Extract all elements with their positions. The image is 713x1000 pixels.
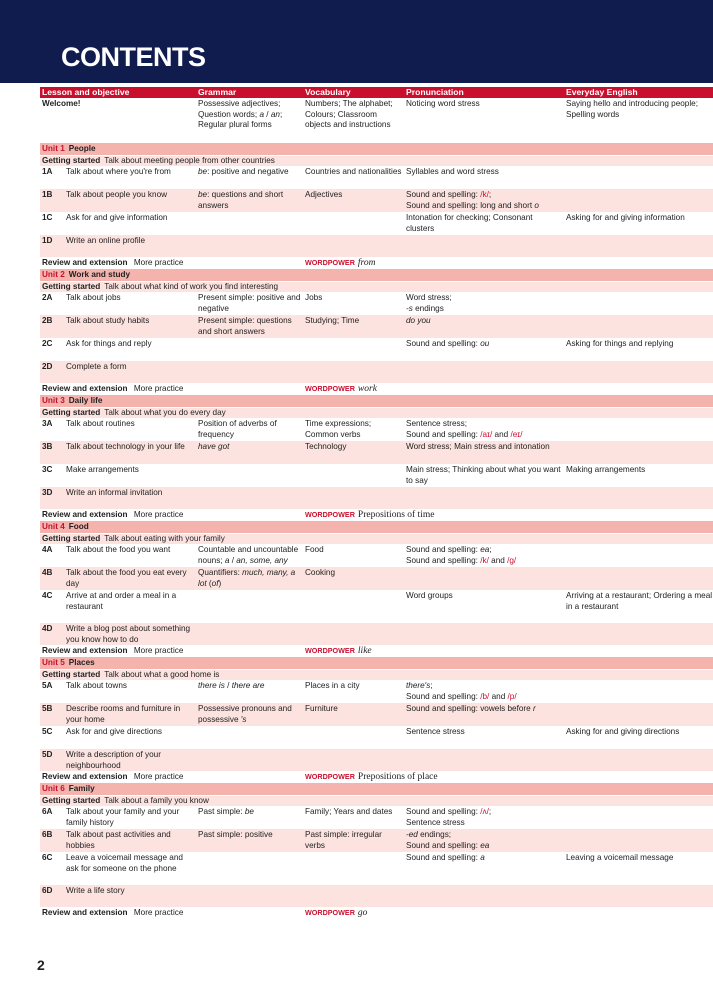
lesson-1c-pronunciation: Intonation for checking; Consonant clusters [406, 213, 533, 233]
lesson-6b-pronunciation: -ed endings; Sound and spelling: ea [406, 830, 490, 850]
lesson-5b-code: 5B [42, 704, 53, 713]
lesson-2a-objective: Talk about jobs [66, 293, 121, 302]
lesson-6a-grammar: Past simple: be [198, 807, 254, 816]
lesson-3b-row [40, 441, 713, 464]
lesson-2c-row [40, 338, 713, 361]
lesson-5b-objective: Describe rooms and furniture in your home [66, 704, 181, 724]
review-label-cell [42, 510, 305, 521]
lesson-1c-objective: Ask for and give information [66, 213, 168, 222]
unit-3-heading [40, 395, 713, 407]
wordpower-label: WORDPOWER [305, 510, 355, 520]
unit-5-name: Places [68, 657, 95, 667]
lesson-4c-everyday: Arriving at a restaurant; Ordering a meal in a restaurant [566, 591, 713, 611]
unit-3-name: Daily life [68, 395, 103, 405]
lesson-2d-objective-cell [40, 362, 198, 373]
lesson-4a-code: 4A [42, 545, 53, 554]
page-title: CONTENTS [61, 42, 206, 72]
unit-6-review-row [40, 907, 713, 919]
lesson-3a-grammar: Position of adverbs of frequency [198, 419, 277, 439]
lesson-1a-objective: Talk about where you're from [66, 167, 171, 176]
more-practice-label: More practice [133, 384, 184, 394]
lesson-6d-objective: Write a life story [66, 886, 125, 895]
lesson-1b-pronunciation: Sound and spelling: /k/; Sound and spelling: long and short o [406, 190, 539, 210]
lesson-6b-grammar: Past simple: positive [198, 830, 273, 839]
wordpower-label: WORDPOWER [305, 384, 355, 394]
lesson-5c-row [40, 726, 713, 749]
contents-table [40, 87, 713, 919]
unit-1-wordpower-word: from [357, 258, 376, 269]
lesson-1a-grammar: be: positive and negative [198, 167, 289, 176]
unit-1-number: Unit 1 [42, 143, 65, 153]
header-grammar: Grammar [198, 87, 237, 98]
lesson-4c-row [40, 590, 713, 623]
lesson-2c-objective: Ask for things and reply [66, 339, 152, 348]
lesson-6d-objective-cell [40, 886, 198, 897]
lesson-5a-row [40, 680, 713, 703]
lesson-2b-pronunciation: do you [406, 316, 431, 325]
review-label: Review and extension [42, 646, 128, 656]
lesson-6b-code: 6B [42, 830, 53, 839]
lesson-4c-objective-cell [40, 591, 198, 612]
lesson-3a-objective: Talk about routines [66, 419, 135, 428]
lesson-1b-code: 1B [42, 190, 53, 199]
more-practice-label: More practice [133, 908, 184, 918]
lesson-3a-vocabulary: Time expressions; Common verbs [305, 419, 372, 439]
lesson-3b-vocabulary: Technology [305, 442, 347, 451]
lesson-5b-row [40, 703, 713, 726]
lesson-6a-vocabulary: Family; Years and dates [305, 807, 393, 816]
lesson-5c-objective: Ask for and give directions [66, 727, 163, 736]
lesson-2a-pronunciation: Word stress; -s endings [406, 293, 452, 313]
header-everyday-english: Everyday English [566, 87, 638, 98]
unit-3-number: Unit 3 [42, 395, 65, 405]
lesson-4b-vocabulary: Cooking [305, 568, 336, 577]
lesson-3b-code: 3B [42, 442, 53, 451]
lesson-6b-row [40, 829, 713, 852]
lesson-1a-code: 1A [42, 167, 53, 176]
lesson-3d-row [40, 487, 713, 509]
lesson-6d-row [40, 885, 713, 907]
lesson-1c-everyday: Asking for and giving information [566, 213, 685, 222]
unit-3-getting-started [40, 407, 713, 418]
lesson-3a-pronunciation: Sentence stress; Sound and spelling: /aɪ/ and /eɪ/ [406, 419, 523, 439]
lesson-6d-code: 6D [42, 886, 53, 895]
lesson-2d-row [40, 361, 713, 383]
lesson-2b-code: 2B [42, 316, 53, 325]
unit-2-number: Unit 2 [42, 269, 65, 279]
getting-started-label: Getting started [42, 669, 101, 679]
review-label-cell [42, 646, 305, 657]
lesson-6c-objective: Leave a voicemail message and ask for someone on the phone [66, 853, 183, 873]
getting-started-label: Getting started [42, 533, 101, 543]
getting-started-text: Talk about a family you know [104, 795, 209, 805]
lesson-3d-objective-cell [40, 488, 198, 499]
welcome-grammar: Possessive adjectives; Question words; a / an; Regular plural forms [198, 99, 283, 129]
lesson-5d-objective-cell [40, 750, 198, 771]
getting-started-label: Getting started [42, 407, 101, 417]
welcome-row [40, 98, 713, 143]
unit-2-name: Work and study [68, 269, 131, 279]
lesson-5b-vocabulary: Furniture [305, 704, 338, 713]
lesson-2a-vocabulary: Jobs [305, 293, 323, 302]
table-header [40, 87, 713, 98]
lesson-6c-row [40, 852, 713, 885]
unit-4-review-row [40, 645, 713, 657]
unit-4-getting-started [40, 533, 713, 544]
lesson-4d-objective: Write a blog post about something you know how to do [66, 624, 191, 644]
more-practice-label: More practice [133, 258, 184, 268]
welcome-pronunciation: Noticing word stress [406, 99, 480, 108]
more-practice-label: More practice [133, 772, 184, 782]
lesson-1c-row [40, 212, 713, 235]
lesson-2b-row [40, 315, 713, 338]
unit-2-review-row [40, 383, 713, 395]
unit-2-getting-started [40, 281, 713, 292]
lesson-4c-objective: Arrive at and order a meal in a restaurant [66, 591, 177, 611]
review-label-cell [42, 772, 305, 783]
lesson-1b-row [40, 189, 713, 212]
lesson-2d-objective: Complete a form [66, 362, 127, 371]
lesson-5a-grammar: there is / there are [198, 681, 265, 690]
lesson-1d-objective-cell [40, 236, 198, 247]
lesson-2b-vocabulary: Studying; Time [305, 316, 360, 325]
wordpower-label: WORDPOWER [305, 908, 355, 918]
unit-3-review-row [40, 509, 713, 521]
unit-1-getting-started [40, 155, 713, 166]
lesson-6c-code: 6C [42, 853, 53, 862]
lesson-2c-everyday: Asking for things and replying [566, 339, 674, 348]
lesson-1b-objective-cell [40, 190, 198, 201]
lesson-2a-objective-cell [40, 293, 198, 304]
unit-1-name: People [68, 143, 96, 153]
lesson-4c-pronunciation: Word groups [406, 591, 453, 600]
lesson-3c-objective: Make arrangements [66, 465, 139, 474]
lesson-3c-everyday: Making arrangements [566, 465, 646, 474]
unit-4-number: Unit 4 [42, 521, 65, 531]
review-label: Review and extension [42, 384, 128, 394]
lesson-5c-objective-cell [40, 727, 198, 738]
review-label-cell [42, 384, 305, 395]
lesson-5d-code: 5D [42, 750, 53, 759]
page-number: 2 [37, 957, 45, 973]
unit-4-wordpower-word: like [357, 646, 372, 657]
lesson-4a-vocabulary: Food [305, 545, 324, 554]
welcome-label [40, 99, 198, 110]
lesson-4a-objective: Talk about the food you want [66, 545, 171, 554]
header-vocabulary: Vocabulary [305, 87, 351, 98]
lesson-3a-row [40, 418, 713, 441]
lesson-2a-grammar: Present simple: positive and negative [198, 293, 301, 313]
review-label-cell [42, 258, 305, 269]
lesson-2a-row [40, 292, 713, 315]
welcome-label-text: Welcome! [42, 99, 81, 108]
lesson-5d-row [40, 749, 713, 771]
unit-5-heading [40, 657, 713, 669]
lesson-1b-objective: Talk about people you know [66, 190, 168, 199]
lesson-3b-objective-cell [40, 442, 198, 453]
lesson-6a-objective-cell [40, 807, 198, 828]
unit-4-name: Food [68, 521, 89, 531]
lesson-2c-objective-cell [40, 339, 198, 350]
unit-5-number: Unit 5 [42, 657, 65, 667]
wordpower-label: WORDPOWER [305, 258, 355, 268]
review-label: Review and extension [42, 908, 128, 918]
lesson-4b-code: 4B [42, 568, 53, 577]
unit-6-name: Family [68, 783, 95, 793]
getting-started-text: Talk about what kind of work you find interesting [104, 281, 279, 291]
lesson-1d-objective: Write an online profile [66, 236, 146, 245]
getting-started-text: Talk about what you do every day [104, 407, 226, 417]
lesson-1a-vocabulary: Countries and nationalities [305, 167, 402, 176]
lesson-1b-vocabulary: Adjectives [305, 190, 343, 199]
welcome-vocabulary: Numbers; The alphabet; Colours; Classroom objects and instructions [305, 99, 393, 129]
lesson-4a-objective-cell [40, 545, 198, 556]
lesson-4d-row [40, 623, 713, 645]
review-label: Review and extension [42, 772, 128, 782]
lesson-6c-everyday: Leaving a voicemail message [566, 853, 674, 862]
lesson-5b-pronunciation: Sound and spelling: vowels before r [406, 704, 536, 713]
lesson-1a-pronunciation: Syllables and word stress [406, 167, 499, 176]
lesson-5a-vocabulary: Places in a city [305, 681, 360, 690]
title-banner [0, 0, 713, 83]
unit-4-heading [40, 521, 713, 533]
lesson-3c-code: 3C [42, 465, 53, 474]
lesson-3c-row [40, 464, 713, 487]
lesson-2c-pronunciation: Sound and spelling: ou [406, 339, 490, 348]
lesson-5c-pronunciation: Sentence stress [406, 727, 465, 736]
lesson-5d-objective: Write a description of your neighbourhood [66, 750, 161, 770]
getting-started-label: Getting started [42, 281, 101, 291]
lesson-5c-code: 5C [42, 727, 53, 736]
lesson-5b-grammar: Possessive pronouns and possessive 's [198, 704, 292, 724]
unit-6-wordpower-word: go [357, 908, 368, 919]
getting-started-text: Talk about meeting people from other countries [104, 155, 275, 165]
lesson-4a-row [40, 544, 713, 567]
lesson-3a-code: 3A [42, 419, 53, 428]
unit-2-wordpower-word: work [357, 384, 377, 395]
lesson-4b-row [40, 567, 713, 590]
lesson-3c-objective-cell [40, 465, 198, 476]
lesson-5b-objective-cell [40, 704, 198, 725]
review-label: Review and extension [42, 510, 128, 520]
unit-2-heading [40, 269, 713, 281]
lesson-4b-grammar: Quantifiers: much, many, a lot (of) [198, 568, 296, 588]
lesson-3b-pronunciation: Word stress; Main stress and intonation [406, 442, 550, 451]
unit-1-review-row [40, 257, 713, 269]
lesson-1c-objective-cell [40, 213, 198, 224]
lesson-3c-pronunciation: Main stress; Thinking about what you want to say [406, 465, 561, 485]
lesson-3d-objective: Write an informal invitation [66, 488, 163, 497]
lesson-2a-code: 2A [42, 293, 53, 302]
unit-6-number: Unit 6 [42, 783, 65, 793]
lesson-6c-pronunciation: Sound and spelling: a [406, 853, 485, 862]
lesson-3b-objective: Talk about technology in your life [66, 442, 185, 451]
lesson-2b-grammar: Present simple: questions and short answers [198, 316, 292, 336]
header-lesson: Lesson and objective [42, 87, 130, 98]
getting-started-label: Getting started [42, 795, 101, 805]
unit-6-heading [40, 783, 713, 795]
lesson-6b-objective: Talk about past activities and hobbies [66, 830, 171, 850]
lesson-4c-code: 4C [42, 591, 53, 600]
review-label: Review and extension [42, 258, 128, 268]
lesson-2b-objective: Talk about study habits [66, 316, 150, 325]
getting-started-text: Talk about what a good home is [104, 669, 220, 679]
lesson-5a-objective-cell [40, 681, 198, 692]
lesson-1a-row [40, 166, 713, 189]
lesson-5c-everyday: Asking for and giving directions [566, 727, 680, 736]
lesson-6b-vocabulary: Past simple: irregular verbs [305, 830, 382, 850]
lesson-3b-grammar: have got [198, 442, 230, 451]
unit-5-wordpower-word: Prepositions of place [357, 772, 438, 783]
lesson-2c-code: 2C [42, 339, 53, 348]
lesson-6c-objective-cell [40, 853, 198, 874]
unit-1-heading [40, 143, 713, 155]
lesson-4b-objective-cell [40, 568, 198, 589]
wordpower-label: WORDPOWER [305, 772, 355, 782]
lesson-6a-pronunciation: Sound and spelling: /ʌ/; Sentence stress [406, 807, 492, 827]
lesson-3a-objective-cell [40, 419, 198, 430]
lesson-2d-code: 2D [42, 362, 53, 371]
units-container [40, 143, 713, 919]
unit-6-getting-started [40, 795, 713, 806]
lesson-4d-objective-cell [40, 624, 198, 645]
lesson-4d-code: 4D [42, 624, 53, 633]
more-practice-label: More practice [133, 646, 184, 656]
lesson-3d-code: 3D [42, 488, 53, 497]
lesson-6a-code: 6A [42, 807, 53, 816]
lesson-1d-row [40, 235, 713, 257]
lesson-6a-objective: Talk about your family and your family history [66, 807, 180, 827]
unit-5-review-row [40, 771, 713, 783]
review-label-cell [42, 908, 305, 919]
lesson-5a-objective: Talk about towns [66, 681, 127, 690]
unit-3-wordpower-word: Prepositions of time [357, 510, 435, 521]
unit-5-getting-started [40, 669, 713, 680]
lesson-5a-pronunciation: there's; Sound and spelling: /b/ and /p/ [406, 681, 517, 701]
lesson-2b-objective-cell [40, 316, 198, 327]
lesson-6a-row [40, 806, 713, 829]
getting-started-label: Getting started [42, 155, 101, 165]
more-practice-label: More practice [133, 510, 184, 520]
wordpower-label: WORDPOWER [305, 646, 355, 656]
lesson-6b-objective-cell [40, 830, 198, 851]
lesson-4a-grammar: Countable and uncountable nouns; a / an, some, any [198, 545, 299, 565]
getting-started-text: Talk about eating with your family [104, 533, 225, 543]
lesson-4a-pronunciation: Sound and spelling: ea; Sound and spelling: /k/ and /g/ [406, 545, 517, 565]
welcome-everyday: Saying hello and introducing people; Spelling words [566, 99, 699, 119]
lesson-1c-code: 1C [42, 213, 53, 222]
header-pronunciation: Pronunciation [406, 87, 464, 98]
lesson-4b-objective: Talk about the food you eat every day [66, 568, 187, 588]
lesson-1a-objective-cell [40, 167, 198, 178]
lesson-1b-grammar: be: questions and short answers [198, 190, 284, 210]
lesson-1d-code: 1D [42, 236, 53, 245]
lesson-5a-code: 5A [42, 681, 53, 690]
